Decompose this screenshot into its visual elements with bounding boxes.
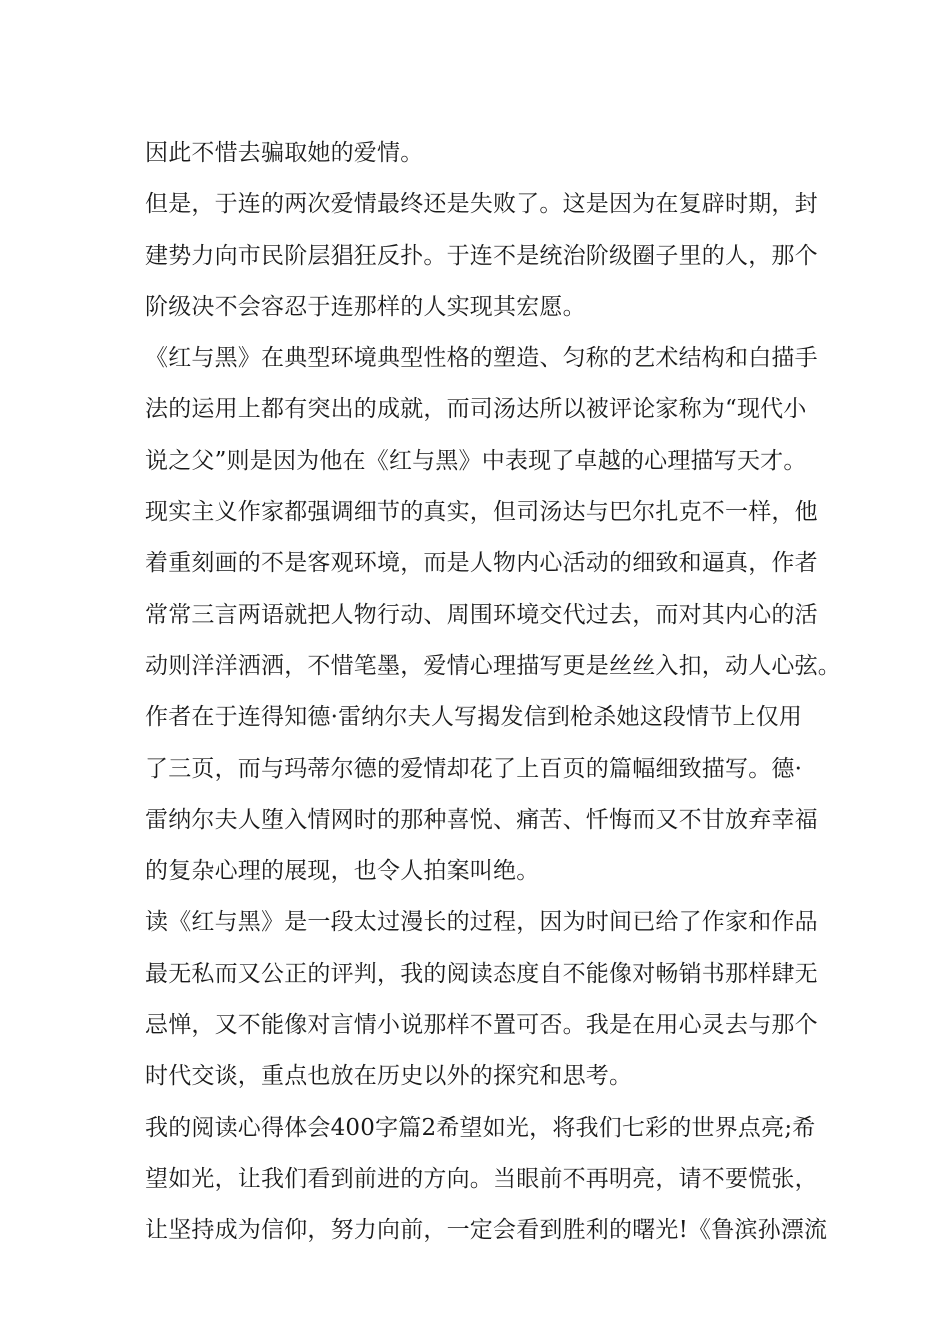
text-line: 动则洋洋洒洒，不惜笔墨，爱情心理描写更是丝丝入扣，动人心弦。: [145, 652, 841, 679]
text-line: 了三页，而与玛蒂尔德的爱情却花了上百页的篇幅细致描写。德·: [145, 755, 803, 782]
text-line: 说之父”则是因为他在《红与黑》中表现了卓越的心理描写天才。: [145, 447, 807, 474]
text-line: 让坚持成为信仰，努力向前，一定会看到胜利的曙光!《鲁滨孙漂流: [145, 1217, 828, 1244]
text-line: 的复杂心理的展现，也令人拍案叫绝。: [145, 858, 540, 885]
text-line: 时代交谈，重点也放在历史以外的探究和思考。: [145, 1063, 633, 1090]
text-line: 法的运用上都有突出的成就，而司汤达所以被评论家称为“现代小: [145, 396, 807, 423]
text-line: 着重刻画的不是客观环境，而是人物内心活动的细致和逼真，作者: [145, 550, 818, 577]
text-line: 但是，于连的两次爱情最终还是失败了。这是因为在复辟时期，封: [145, 191, 818, 218]
text-line: 《红与黑》在典型环境典型性格的塑造、匀称的艺术结构和白描手: [145, 345, 818, 372]
text-line: 雷纳尔夫人堕入情网时的那种喜悦、痛苦、忏悔而又不甘放弃幸福: [145, 806, 818, 833]
text-line: 我的阅读心得体会400字篇2希望如光，将我们七彩的世界点亮;希: [145, 1114, 816, 1141]
text-line: 阶级决不会容忍于连那样的人实现其宏愿。: [145, 293, 586, 320]
text-line: 因此不惜去骗取她的爱情。: [145, 140, 424, 166]
text-line: 作者在于连得知德·雷纳尔夫人写揭发信到枪杀她这段情节上仅用: [145, 704, 803, 731]
text-line: 望如光，让我们看到前进的方向。当眼前不再明亮，请不要慌张，: [145, 1165, 818, 1192]
body-text: [145, 128, 841, 1257]
text-line: 常常三言两语就把人物行动、周围环境交代过去，而对其内心的活: [145, 601, 818, 628]
text-line: 建势力向市民阶层猖狂反扑。于连不是统治阶级圈子里的人，那个: [145, 242, 818, 269]
text-line: 最无私而又公正的评判，我的阅读态度自不能像对畅销书那样肆无: [145, 960, 818, 987]
text-line: 现实主义作家都强调细节的真实，但司汤达与巴尔扎克不一样，他: [145, 499, 818, 526]
text-line: 忌惮，又不能像对言情小说那样不置可否。我是在用心灵去与那个: [145, 1012, 818, 1039]
text-line: 读《红与黑》是一段太过漫长的过程，因为时间已给了作家和作品: [145, 909, 818, 936]
